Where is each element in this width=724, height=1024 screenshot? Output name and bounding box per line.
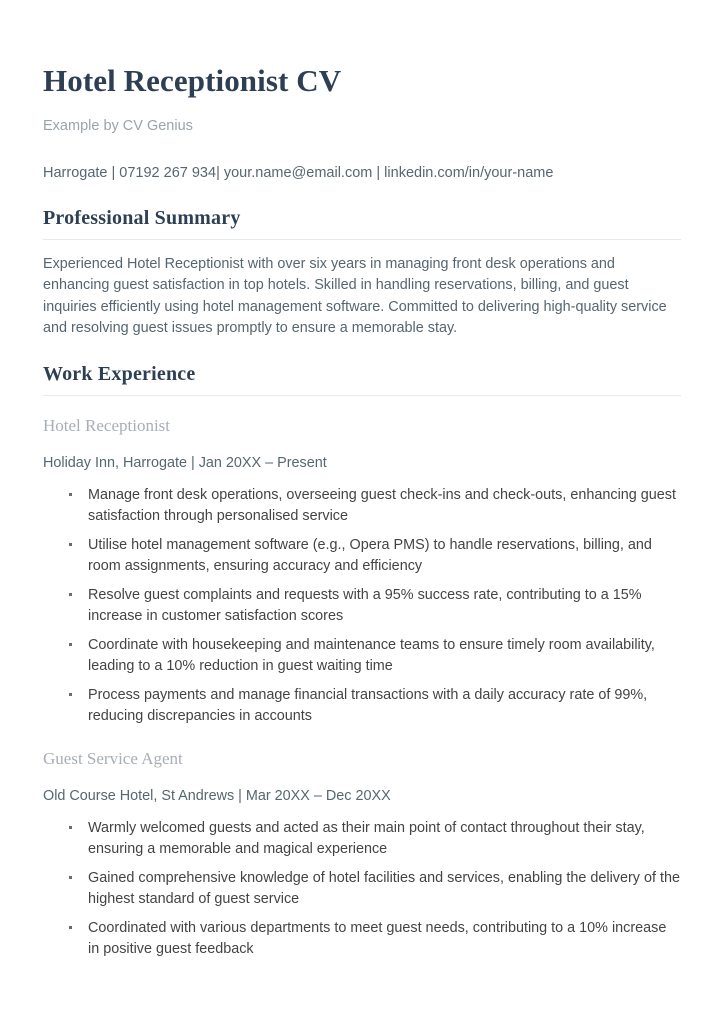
bullet-text: Coordinated with various departments to meet guest needs, contributing to a 10% increase in positive guest feedback bbox=[88, 920, 667, 957]
bullet-icon bbox=[69, 643, 72, 646]
section-professional-summary bbox=[43, 206, 681, 339]
list-item bbox=[43, 918, 681, 959]
list-item bbox=[43, 485, 681, 526]
bullet-text: Process payments and manage financial transactions with a daily accuracy rate of 99%, reducing discrepancies in accounts bbox=[88, 687, 648, 724]
section-work-experience bbox=[43, 362, 681, 959]
section-heading-work-experience: Work Experience bbox=[43, 363, 196, 386]
list-item bbox=[43, 818, 681, 859]
job-entry bbox=[43, 415, 681, 726]
bullet-icon bbox=[69, 593, 72, 596]
bullet-icon bbox=[69, 876, 72, 879]
job-employer-dates: Holiday Inn, Harrogate | Jan 20XX – Present bbox=[43, 455, 327, 472]
page-title: Hotel Receptionist CV bbox=[43, 63, 342, 98]
section-divider bbox=[43, 239, 681, 240]
list-item bbox=[43, 535, 681, 576]
bullet-text: Manage front desk operations, overseeing guest check-ins and check-outs, enhancing guest satisfaction through personalised service bbox=[88, 487, 676, 524]
job-title: Guest Service Agent bbox=[43, 749, 183, 769]
list-item bbox=[43, 635, 681, 676]
section-divider bbox=[43, 395, 681, 396]
job-entry bbox=[43, 748, 681, 959]
bullet-text: Coordinate with housekeeping and maintenance teams to ensure timely room availability, leading to a 10% reduction in guest waiting time bbox=[88, 637, 655, 674]
bullet-icon bbox=[69, 543, 72, 546]
list-item bbox=[43, 868, 681, 909]
job-title: Hotel Receptionist bbox=[43, 416, 171, 436]
bullet-icon bbox=[69, 926, 72, 929]
job-bullet-list bbox=[43, 818, 681, 959]
bullet-icon bbox=[69, 493, 72, 496]
bullet-text: Resolve guest complaints and requests with a 95% success rate, contributing to a 15% increase in customer satisfaction scores bbox=[88, 587, 642, 624]
list-item bbox=[43, 685, 681, 726]
bullet-icon bbox=[69, 693, 72, 696]
bullet-text: Warmly welcomed guests and acted as their main point of contact throughout their stay, ensuring a memorable and magical experience bbox=[88, 820, 645, 857]
document-subtitle: Example by CV Genius bbox=[43, 118, 193, 134]
section-heading-professional-summary: Professional Summary bbox=[43, 207, 241, 229]
job-employer-dates: Old Course Hotel, St Andrews | Mar 20XX – Dec 20XX bbox=[43, 788, 391, 805]
contact-line: Harrogate | 07192 267 934| your.name@email.com | linkedin.com/in/your-name bbox=[43, 165, 554, 181]
bullet-icon bbox=[69, 826, 72, 829]
professional-summary-text: Experienced Hotel Receptionist with over six years in managing front desk operations and enhancing guest satisfaction in top hotels. Skilled in handling reservations, billing, and guest inquiries efficiently using hotel management software. Committed to delivering high-quality service and resolving guest issues promptly to ensure a memorable stay. bbox=[43, 256, 667, 336]
bullet-text: Utilise hotel management software (e.g., Opera PMS) to handle reservations, billing, and room assignments, ensuring accuracy and efficiency bbox=[88, 537, 652, 574]
job-bullet-list bbox=[43, 485, 681, 726]
bullet-text: Gained comprehensive knowledge of hotel facilities and services, enabling the delivery of the highest standard of guest service bbox=[88, 870, 680, 907]
list-item bbox=[43, 585, 681, 626]
